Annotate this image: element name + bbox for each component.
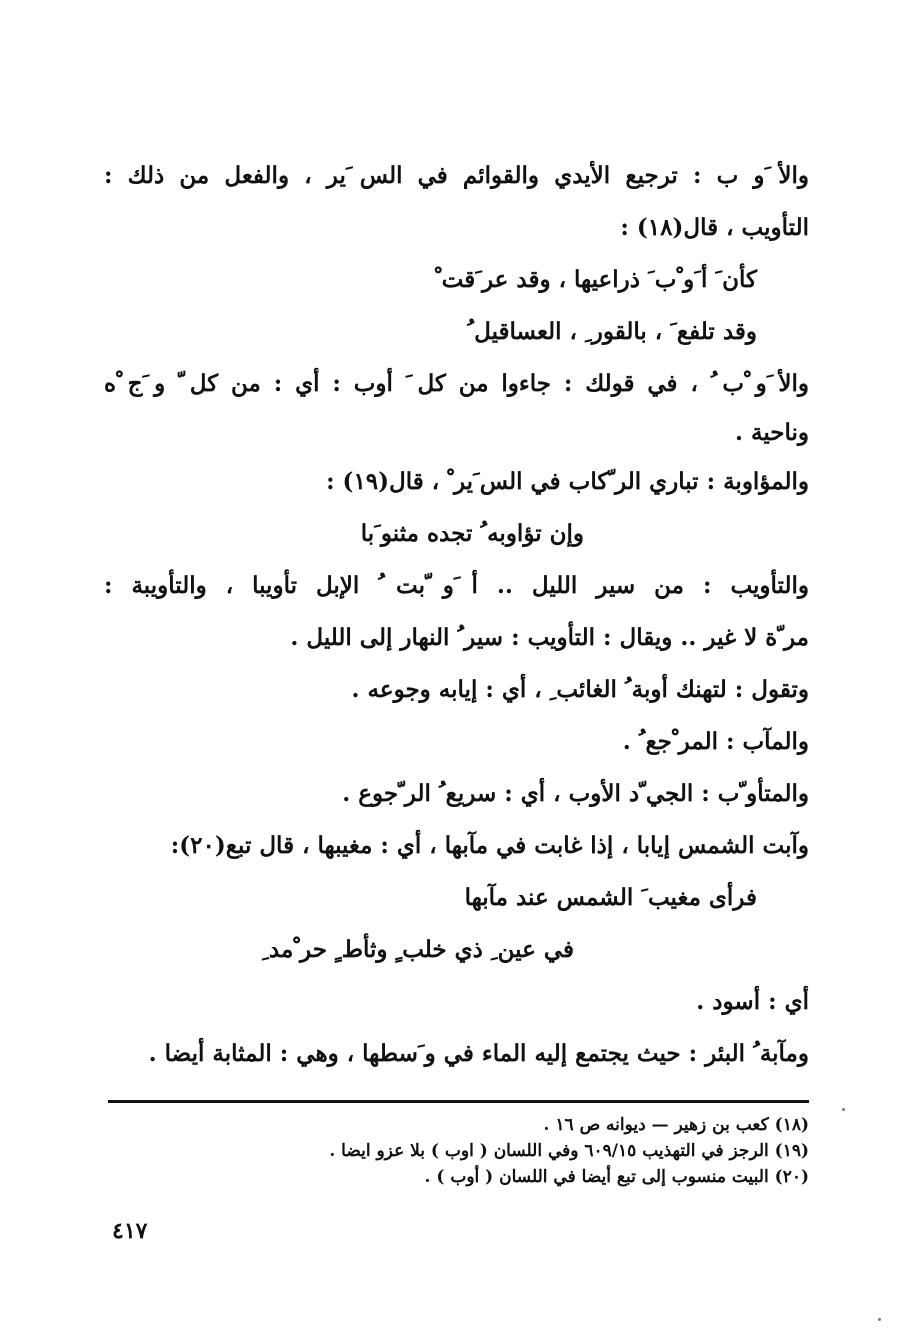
verse-line: وقد تلفع َ ، بالقور ِ ، العساقيل ُ xyxy=(467,318,757,345)
footnote-divider xyxy=(108,1100,809,1103)
scan-speck xyxy=(878,1318,881,1321)
entry-line: وآبت الشمس إيابا ، إذا غابت في مآبها ، أي : مغيبها ، قال تبع(٢٠): xyxy=(170,832,809,859)
verse-line: كأن َ أ َو ْب َ ذراعيها ، وقد عر َقت ْ xyxy=(434,266,757,293)
page-number: ٤١٧ xyxy=(112,1218,148,1244)
main-text xyxy=(104,150,809,1080)
entry-line: والأ َو ب : ترجيع الأيدي والقوائم في الس َير ، والفعل من ذلك : xyxy=(104,162,809,189)
verse-line: في عين ِ ذي خلب ٍ وثأط ٍ حر ْمد ِ xyxy=(262,936,574,963)
verse-line: وإن تؤاوبه ُ تجده مثنو َبا xyxy=(360,520,584,547)
entry-line: والأ َو ْب ُ ، في قولك : جاءوا من كل َ أوب : أي : من كل ّ و َج ْه xyxy=(104,370,809,397)
entry-line: وتقول : لتهنك أوبة ُ الغائب ِ ، أي : إيابه وجوعه . xyxy=(351,676,809,703)
scan-speck xyxy=(842,1108,845,1111)
entry-line: التأويب ، قال(١٨) : xyxy=(620,214,809,241)
entry-line: وناحية . xyxy=(734,419,809,446)
entry-line: مر ّة لا غير .. ويقال : التأويب : سير ُ النهار إلى الليل . xyxy=(290,624,809,651)
footnote: (١٩) الرجز في التهذيب ٦٠٩/١٥ وفي اللسان ( اوب ) بلا عزو ايضا . xyxy=(329,1141,809,1161)
entry-line: ومآبة ُ البئر : حيث يجتمع إليه الماء في و َسطها ، وهي : المثابة أيضا . xyxy=(148,1040,809,1067)
entry-line: والمتأو ّب : الجي ّد الأوب ، أي : سريع ُ الر ّجوع . xyxy=(342,780,809,807)
footnotes xyxy=(108,1112,809,1190)
footnote: (٢٠) البيت منسوب إلى تبع أيضا في اللسان ( أوب ) . xyxy=(424,1167,809,1187)
footnote: (١٨) كعب بن زهير — ديوانه ص ١٦ . xyxy=(543,1115,809,1135)
entry-line: والتأويب : من سير الليل .. أ َو ّبت ُ الإبل تأويبا ، والتأويبة : xyxy=(104,572,809,599)
entry-line: والمآب : المر ْجع ُ . xyxy=(622,728,809,755)
entry-line: والمؤاوبة : تباري الر ّكاب في الس َير ْ ، قال(١٩) : xyxy=(326,468,809,495)
verse-line: فرأى مغيب َ الشمس عند مآبها xyxy=(464,884,757,911)
entry-line: أي : أسود . xyxy=(696,988,809,1015)
